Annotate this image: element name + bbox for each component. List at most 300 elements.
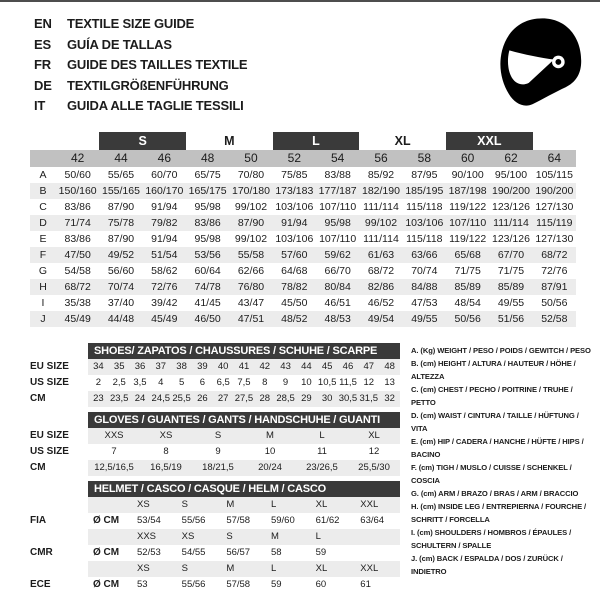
measure-value: 60/70: [151, 168, 178, 181]
measure-value: 72/76: [143, 279, 186, 295]
measure-value: 68/72: [367, 264, 395, 277]
measure-value: 61/63: [359, 247, 402, 263]
table-cell: 52/53: [137, 547, 161, 558]
measure-value: 160/170: [143, 183, 186, 199]
table-cell: 30: [317, 391, 338, 407]
table-cell: 13: [384, 377, 395, 388]
table-cell: S: [177, 561, 222, 577]
measure-letter: C: [39, 200, 47, 213]
measure-value: 111/114: [363, 232, 399, 245]
measure-value: 50/56: [446, 311, 489, 327]
table-row: [30, 444, 400, 460]
table-cell: 58: [270, 547, 282, 558]
measure-value: 70/74: [411, 264, 438, 277]
legend-item-f: F. (cm) TIGH / MUSLO / CUISSE / SCHENKEL / COSCIA: [411, 462, 572, 485]
table-cell: S: [221, 529, 266, 545]
measure-value: 85/89: [489, 279, 532, 295]
measure-value: 58/62: [151, 264, 178, 277]
measure-value: 67/70: [489, 247, 532, 263]
table-cell: 28,5: [275, 391, 296, 407]
table-cell: 55/56: [181, 515, 206, 526]
table-cell: 48: [379, 359, 400, 375]
measure-value: 71/74: [56, 215, 99, 231]
table-cell: M: [221, 497, 266, 513]
measure-value: 43/47: [237, 296, 265, 309]
table-cell: 63/64: [360, 515, 385, 526]
size-number-row: [30, 150, 576, 167]
measure-value: 87/95: [411, 168, 438, 181]
measure-value: 87/90: [229, 215, 272, 231]
legend-item-h: H. (cm) INSIDE LEG / ENTREPIERNA / FOURCHE / SCHRITT / FORCELLA: [411, 501, 587, 524]
measure-value: 111/114: [489, 215, 532, 231]
table-cell: 29: [296, 391, 317, 407]
table-row: [30, 460, 400, 476]
table-cell: 61/62: [315, 515, 340, 526]
title-spacer: [30, 343, 88, 359]
table-cell: 36: [130, 359, 151, 375]
measure-row-h: [30, 279, 576, 295]
table-cell: XL: [348, 428, 400, 444]
size-group-gap: [533, 132, 576, 150]
table-cell: 24,5: [150, 391, 171, 407]
table-cell: S: [192, 428, 244, 444]
size-group-header-l: L: [273, 132, 360, 150]
measure-value: 71/75: [454, 264, 481, 277]
measure-value: 83/86: [64, 200, 91, 213]
measure-value: 185/195: [403, 183, 446, 199]
measure-value: 65/75: [194, 168, 221, 181]
table-cell: [355, 529, 400, 545]
table-cell: 18/21,5: [192, 460, 244, 476]
row-label: [30, 529, 88, 545]
measure-value: 72/76: [541, 264, 568, 277]
language-code-es: ES: [34, 36, 51, 52]
racing-helmet-icon: [489, 12, 586, 110]
table-cell: 16,5/19: [140, 460, 192, 476]
measure-value: 68/72: [56, 279, 99, 295]
row-label: EU SIZE: [30, 428, 88, 444]
table-row: [30, 577, 400, 593]
table-cell: 31,5: [358, 391, 379, 407]
legend-item-g: G. (cm) ARM / BRAZO / BRAS / ARM / BRACCIO: [411, 488, 579, 498]
helmet-table: [30, 481, 400, 593]
measure-letter: B: [30, 183, 56, 199]
table-cell: 9: [282, 377, 289, 388]
table-cell: 27,5: [234, 391, 255, 407]
table-cell: XS: [132, 497, 177, 513]
table-cell: 2,5: [112, 377, 126, 388]
measure-letter: G: [38, 264, 48, 277]
table-cell: 56/57: [226, 547, 251, 558]
row-unit: Ø CM: [93, 515, 120, 526]
table-row: [30, 545, 400, 561]
language-title: GUIDE DES TAILLES TEXTILE: [67, 57, 248, 72]
table-title: HELMET / CASCO / CASQUE / HELM / CASCO: [88, 481, 400, 497]
measure-letter: J: [30, 311, 56, 327]
measure-value: 150/160: [56, 183, 99, 199]
measure-value: 56/60: [107, 264, 135, 277]
measure-value: 47/53: [411, 296, 438, 309]
measure-row-g: [30, 263, 576, 279]
table-title-row: [30, 412, 400, 428]
table-row: [30, 428, 400, 444]
measure-value: 91/94: [151, 200, 178, 213]
size-group-header-row: [30, 132, 576, 150]
table-cell: 8: [163, 446, 169, 457]
measure-value: 63/66: [403, 247, 446, 263]
language-row: [34, 78, 247, 93]
table-cell: 4: [158, 377, 164, 388]
language-row: [34, 98, 247, 113]
measure-value: 95/100: [494, 168, 528, 181]
measure-value: 51/54: [143, 247, 186, 263]
measure-value: 87/90: [107, 200, 135, 213]
table-cell: XL: [311, 497, 356, 513]
size-header-44: 44: [99, 150, 142, 167]
measure-value: 75/78: [99, 215, 142, 231]
measure-letter: A: [39, 168, 47, 181]
table-cell: 25,5/30: [348, 460, 400, 476]
measure-value: 123/126: [492, 200, 530, 213]
measure-row-j: [30, 311, 576, 327]
corner-cell: [30, 132, 56, 150]
table-cell: 35: [109, 359, 130, 375]
measure-value: 68/72: [533, 247, 576, 263]
table-cell: 57/58: [226, 579, 251, 590]
size-group-gap: [56, 132, 99, 150]
table-cell: 24: [130, 391, 151, 407]
shoes-table: [30, 343, 400, 407]
table-cell: [355, 545, 400, 561]
table-cell: 6: [199, 377, 206, 388]
measure-value: 95/98: [194, 232, 221, 245]
measure-value: 78/82: [273, 279, 316, 295]
table-cell: M: [244, 428, 296, 444]
table-cell: L: [311, 529, 356, 545]
table-cell: 12: [368, 446, 380, 457]
legend-item-d: D. (cm) WAIST / CINTURA / TAILLE / HÜFTUNG / VITA: [411, 410, 579, 433]
title-spacer: [30, 412, 88, 428]
measure-value: 115/118: [406, 200, 443, 213]
measure-value: 57/60: [273, 247, 316, 263]
measure-value: 60/64: [194, 264, 221, 277]
measure-value: 53/56: [186, 247, 229, 263]
size-header-54: 54: [316, 150, 359, 167]
table-cell: 41: [234, 359, 255, 375]
measure-value: 59/62: [316, 247, 359, 263]
measure-value: 187/198: [446, 183, 489, 199]
measure-value: 48/53: [316, 311, 359, 327]
table-cell: 53: [137, 579, 148, 590]
row-label: EU SIZE: [30, 359, 88, 375]
table-cell: L: [296, 428, 348, 444]
measure-value: 103/106: [403, 215, 446, 231]
measure-value: 190/200: [533, 183, 576, 199]
row-unit: Ø CM: [93, 547, 120, 558]
size-row-corner: [30, 150, 56, 167]
measure-value: 115/118: [406, 232, 443, 245]
measure-value: 107/110: [319, 200, 357, 213]
table-cell: XS: [132, 561, 177, 577]
table-cell: 28: [254, 391, 275, 407]
table-cell: 34: [88, 359, 109, 375]
table-cell: 53/54: [137, 515, 161, 526]
size-group-header-xxl: XXL: [446, 132, 533, 150]
table-row: [30, 561, 400, 577]
table-cell: 26: [192, 391, 213, 407]
measure-value: 54/58: [64, 264, 91, 277]
measure-row-d: [30, 215, 576, 231]
measure-value: 182/190: [359, 183, 402, 199]
measure-value: 50/56: [541, 296, 568, 309]
table-cell: 59/60: [270, 515, 295, 526]
language-title: GUÍA DE TALLAS: [67, 36, 172, 52]
table-cell: M: [221, 561, 266, 577]
measure-value: 123/126: [492, 232, 530, 245]
table-cell: 12,5/16,5: [88, 460, 140, 476]
measure-value: 66/70: [324, 264, 351, 277]
table-cell: 25,5: [171, 391, 192, 407]
size-header-42: 42: [56, 150, 99, 167]
measure-value: 111/114: [363, 200, 399, 213]
measure-value: 71/75: [497, 264, 525, 277]
table-cell: 45: [317, 359, 338, 375]
table-cell: XL: [311, 561, 356, 577]
measure-value: 119/122: [449, 200, 487, 213]
table-cell: XXL: [355, 561, 400, 577]
measure-value: 99/102: [359, 215, 402, 231]
measure-value: 99/102: [234, 200, 268, 213]
measure-value: 84/88: [403, 279, 446, 295]
table-cell: 46: [338, 359, 359, 375]
measure-value: 45/49: [56, 311, 99, 327]
table-cell: 32: [379, 391, 400, 407]
table-cell: XS: [140, 428, 192, 444]
table-cell: XS: [177, 529, 222, 545]
table-cell: XXL: [355, 497, 400, 513]
size-group-header-m: M: [224, 133, 235, 148]
measure-value: 49/54: [359, 311, 402, 327]
legend-item-c: C. (cm) CHEST / PECHO / POITRINE / TRUHE / PETTO: [411, 384, 573, 407]
table-cell: 11: [317, 446, 327, 457]
size-header-56: 56: [359, 150, 402, 167]
table-cell: 40: [213, 359, 234, 375]
table-cell: 42: [254, 359, 275, 375]
measure-value: 173/183: [273, 183, 316, 199]
measure-value: 52/58: [533, 311, 576, 327]
measure-value: 62/66: [237, 264, 265, 277]
measure-value: 49/52: [99, 247, 142, 263]
measure-value: 91/94: [273, 215, 316, 231]
measure-value: 39/42: [151, 296, 178, 309]
measure-value: 170/180: [229, 183, 272, 199]
measure-row-e: [30, 231, 576, 247]
size-header-50: 50: [229, 150, 272, 167]
measure-value: 127/130: [535, 232, 574, 245]
gloves-table: [30, 412, 400, 476]
measure-value: 87/91: [533, 279, 576, 295]
measure-value: 95/98: [316, 215, 359, 231]
table-row: [30, 375, 400, 391]
language-code-en: EN: [34, 16, 52, 31]
language-row: [34, 57, 247, 72]
table-title-row: [30, 481, 400, 497]
measure-value: 119/122: [449, 232, 487, 245]
table-cell: 11,5: [339, 377, 357, 388]
measure-value: 70/74: [99, 279, 142, 295]
measure-value: 48/52: [273, 311, 316, 327]
table-cell: 30,5: [338, 391, 359, 407]
language-code-de: DE: [34, 77, 52, 93]
table-cell: 59: [315, 547, 327, 558]
table-row: [30, 497, 400, 513]
measure-value: 49/55: [497, 296, 525, 309]
table-cell: 54/55: [181, 547, 206, 558]
row-unit: [88, 561, 132, 577]
table-cell: L: [266, 561, 311, 577]
legend-item-j: J. (cm) BACK / ESPALDA / DOS / ZURÜCK / INDIETRO: [411, 553, 563, 576]
table-cell: 8: [262, 377, 268, 388]
table-cell: 37: [150, 359, 171, 375]
measure-value: 83/86: [186, 215, 229, 231]
measure-value: 103/106: [275, 232, 314, 245]
table-cell: 23,5: [109, 391, 130, 407]
measure-row-f: [30, 247, 576, 263]
measure-value: 79/82: [143, 215, 186, 231]
table-cell: 27: [213, 391, 234, 407]
measure-value: 50/60: [64, 168, 91, 181]
row-label: FIA: [30, 513, 88, 529]
legend-item-a: A. (Kg) WEIGHT / PESO / POIDS / GEWITCH / PESO: [411, 345, 591, 355]
measure-value: 82/86: [359, 279, 402, 295]
measure-value: 177/187: [316, 183, 359, 199]
measure-value: 95/98: [194, 200, 221, 213]
table-cell: XXS: [132, 529, 177, 545]
table-cell: 23/26,5: [296, 460, 348, 476]
table-cell: 10,5: [317, 377, 337, 388]
table-cell: S: [177, 497, 222, 513]
table-cell: 3,5: [133, 377, 147, 388]
table-cell: 5: [178, 377, 185, 388]
measure-value: 51/56: [489, 311, 532, 327]
measure-value: 48/54: [454, 296, 481, 309]
measure-value: 165/175: [186, 183, 229, 199]
legend-item-e: E. (cm) HIP / CADERA / HANCHE / HÜFTE / HIPS / BACINO: [411, 436, 584, 459]
legend-item-i: I. (cm) SHOULDERS / HOMBROS / ÉPAULES / SCHULTERN / SPALLE: [411, 527, 572, 550]
table-cell: 10: [301, 377, 312, 388]
row-label: [30, 497, 88, 513]
table-cell: 39: [192, 359, 213, 375]
table-row: [30, 513, 400, 529]
table-cell: 23: [88, 391, 109, 407]
language-title: TEXTILGRÖßENFÜHRUNG: [67, 77, 229, 93]
size-group-header-s: S: [99, 132, 186, 150]
language-row: [34, 16, 247, 31]
table-cell: L: [266, 497, 311, 513]
measure-value: 46/52: [367, 296, 395, 309]
measure-value: 46/50: [186, 311, 229, 327]
row-unit: [88, 529, 132, 545]
table-row: [30, 529, 400, 545]
size-header-52: 52: [273, 150, 316, 167]
measure-letter: I: [41, 296, 45, 309]
measure-value: 85/89: [446, 279, 489, 295]
measure-value: 105/115: [535, 168, 573, 181]
measure-value: 49/55: [403, 311, 446, 327]
table-cell: 6,5: [216, 377, 230, 388]
measure-value: 87/90: [107, 232, 135, 245]
measure-value: 85/92: [367, 168, 395, 181]
measure-value: 190/200: [489, 183, 532, 199]
measure-value: 41/45: [194, 296, 221, 309]
measure-value: 76/80: [229, 279, 272, 295]
table-cell: 55/56: [181, 579, 206, 590]
measure-value: 46/51: [324, 296, 351, 309]
table-cell: 9: [215, 446, 221, 457]
bottom-section: [30, 343, 600, 598]
table-row: [30, 359, 400, 375]
size-header-58: 58: [403, 150, 446, 167]
table-cell: 2: [95, 377, 102, 388]
measure-value: 107/110: [446, 215, 489, 231]
measure-value: 45/49: [143, 311, 186, 327]
measure-value: 115/119: [533, 215, 576, 231]
table-cell: 44: [296, 359, 317, 375]
legend-item-b: B. (cm) HEIGHT / ALTURA / HAUTEUR / HÖHE / ALTEZZA: [411, 358, 576, 381]
measure-value: 47/51: [229, 311, 272, 327]
language-code-fr: FR: [34, 57, 51, 72]
row-label: CMR: [30, 545, 88, 561]
row-label: ECE: [30, 577, 88, 593]
table-cell: XXS: [88, 428, 140, 444]
measure-row-i: [30, 295, 576, 311]
measure-value: 80/84: [316, 279, 359, 295]
language-code-it: IT: [34, 98, 46, 113]
measure-value: 47/50: [56, 247, 99, 263]
measure-value: 90/100: [451, 168, 484, 181]
measure-value: 44/48: [99, 311, 142, 327]
size-header-64: 64: [533, 150, 576, 167]
measure-value: 35/38: [64, 296, 91, 309]
row-label: [30, 561, 88, 577]
measure-value: 45/50: [281, 296, 308, 309]
table-cell: 7,5: [237, 377, 251, 388]
size-header-60: 60: [446, 150, 489, 167]
measure-value: 55/65: [107, 168, 135, 181]
table-cell: M: [266, 529, 311, 545]
row-label: US SIZE: [30, 375, 88, 391]
table-cell: 59: [270, 579, 282, 590]
measure-value: 75/85: [281, 168, 308, 181]
main-size-table: [30, 132, 576, 327]
measure-value: 127/130: [535, 200, 574, 213]
size-header-46: 46: [143, 150, 186, 167]
table-cell: 47: [358, 359, 379, 375]
table-title: GLOVES / GUANTES / GANTS / HANDSCHUHE / GUANTI: [88, 412, 400, 428]
measure-letter: E: [39, 232, 47, 245]
table-cell: 10: [264, 446, 276, 457]
table-cell: 60: [315, 579, 327, 590]
row-label: CM: [30, 460, 88, 476]
measure-row-c: [30, 199, 576, 215]
measure-row-a: [30, 167, 576, 183]
measure-value: 91/94: [151, 232, 178, 245]
row-unit: [88, 497, 132, 513]
measure-value: 55/58: [229, 247, 272, 263]
row-unit: Ø CM: [93, 579, 120, 590]
language-list: [34, 14, 247, 119]
language-title: TEXTILE SIZE GUIDE: [67, 16, 195, 31]
